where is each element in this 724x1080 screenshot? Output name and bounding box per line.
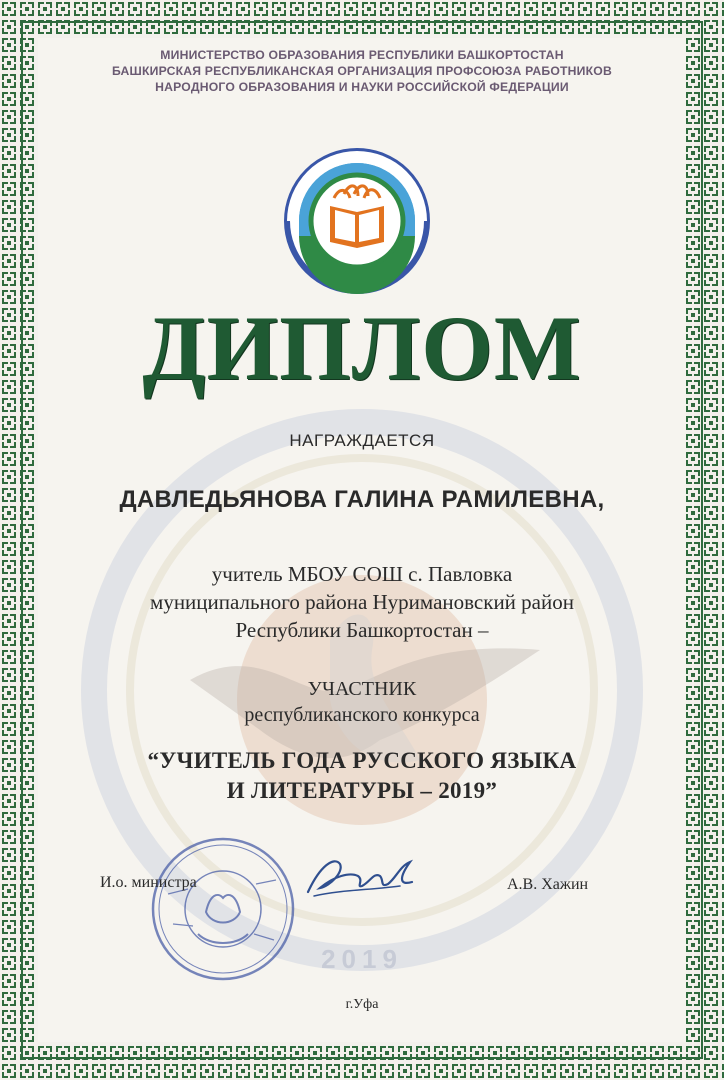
- ministry-emblem-icon: [282, 146, 432, 296]
- role-line-1: учитель МБОУ СОШ с. Павловка: [211, 562, 513, 586]
- issuer-header: [0, 47, 724, 95]
- recipient-role: [0, 560, 724, 644]
- signatory-name: А.В. Хажин: [507, 876, 589, 893]
- contest-name: [0, 746, 724, 806]
- role-line-2: муниципального района Нуримановский район: [150, 590, 574, 614]
- signatory-title: И.о. министра: [100, 874, 197, 891]
- contest-line-1: “УЧИТЕЛЬ ГОДА РУССКОГО ЯЗЫКА: [147, 748, 577, 773]
- header-line-3: НАРОДНОГО ОБРАЗОВАНИЯ И НАУКИ РОССИЙСКОЙ ФЕДЕРАЦИИ: [155, 80, 569, 94]
- participant-label: УЧАСТНИК: [307, 678, 417, 700]
- header-line-1: МИНИСТЕРСТВО ОБРАЗОВАНИЯ РЕСПУБЛИКИ БАШКОРТОСТАН: [160, 48, 564, 62]
- handwritten-signature: [300, 846, 430, 906]
- watermark-year: 2019: [321, 944, 403, 974]
- contest-type: республиканского конкурса: [244, 704, 480, 726]
- awarded-label: НАГРАЖДАЕТСЯ: [289, 431, 435, 450]
- official-seal-icon: [148, 834, 298, 984]
- role-line-3: Республики Башкортостан –: [235, 618, 489, 642]
- document-title: ДИПЛОМ: [142, 297, 582, 399]
- header-line-2: БАШКИРСКАЯ РЕСПУБЛИКАНСКАЯ ОРГАНИЗАЦИЯ ПРОФСОЮЗА РАБОТНИКОВ: [112, 64, 612, 78]
- issue-city: г.Уфа: [345, 997, 379, 1012]
- participant-block: [0, 676, 724, 728]
- recipient-name: ДАВЛЕДЬЯНОВА ГАЛИНА РАМИЛЕВНА,: [119, 486, 605, 513]
- contest-line-2: И ЛИТЕРАТУРЫ – 2019”: [226, 778, 498, 803]
